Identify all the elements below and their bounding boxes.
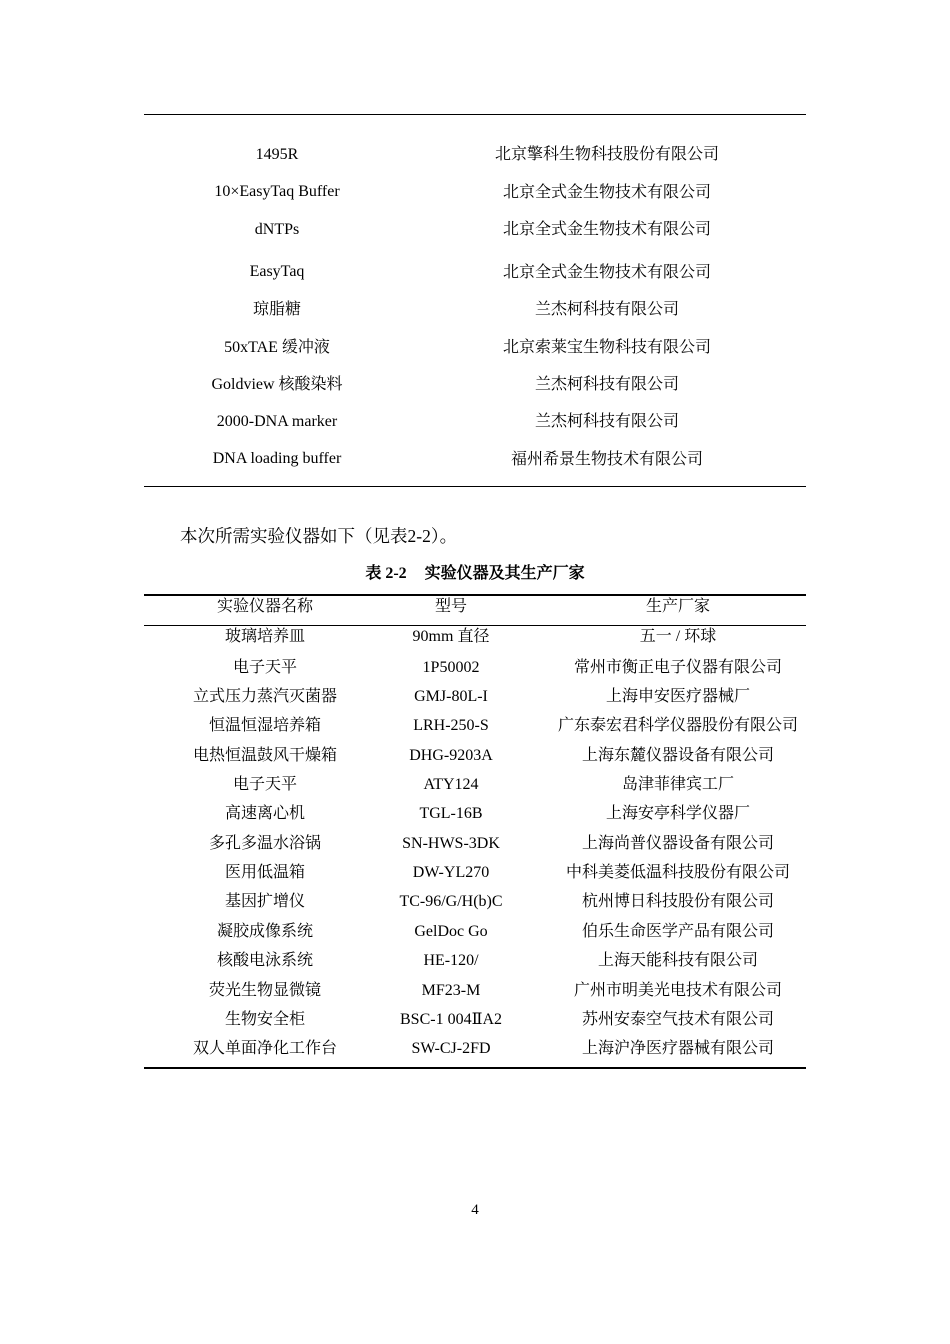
reagent-maker: 北京全式金生物技术有限公司 bbox=[502, 184, 711, 201]
instrument-model-cell: SN-HWS-3DK bbox=[402, 835, 500, 852]
reagent-maker: 兰杰柯科技有限公司 bbox=[534, 376, 679, 393]
instrument-model-cell: HE-120/ bbox=[423, 952, 479, 969]
reagent-name: 1495R bbox=[255, 146, 299, 163]
instrument-name-cell: 电子天平 bbox=[232, 659, 297, 676]
instrument-name-cell: 基因扩增仪 bbox=[224, 893, 305, 910]
instrument-model-cell: GelDoc Go bbox=[414, 923, 488, 940]
instrument-name-cell: 凝胶成像系统 bbox=[216, 923, 313, 940]
instrument-manufacturer-cell: 中科美菱低温科技股份有限公司 bbox=[565, 864, 790, 881]
instrument-model-cell: DHG-9203A bbox=[409, 747, 493, 764]
instrument-model-cell: TC-96/G/H(b)C bbox=[399, 893, 503, 910]
instrument-model-cell: SW-CJ-2FD bbox=[411, 1040, 491, 1057]
instrument-model-cell: 1P50002 bbox=[422, 659, 480, 676]
column-header-name: 实验仪器名称 bbox=[216, 598, 313, 615]
instrument-manufacturer-cell: 上海东麓仪器设备有限公司 bbox=[581, 747, 774, 764]
instrument-model-cell: ATY124 bbox=[423, 776, 479, 793]
instrument-table-top-rule bbox=[144, 594, 806, 596]
instrument-name-cell: 医用低温箱 bbox=[224, 864, 305, 881]
instrument-model-cell: TGL-16B bbox=[419, 805, 483, 822]
instrument-name-cell: 高速离心机 bbox=[224, 805, 305, 822]
table-caption-title: 实验仪器及其生产厂家 bbox=[424, 563, 585, 582]
reagent-table-top-rule bbox=[144, 114, 806, 115]
instrument-manufacturer-cell: 杭州博日科技股份有限公司 bbox=[581, 893, 774, 910]
table-caption-number: 表 2-2 bbox=[365, 565, 407, 582]
column-header-manufacturer: 生产厂家 bbox=[645, 598, 710, 615]
reagent-maker: 北京全式金生物技术有限公司 bbox=[502, 221, 711, 238]
instrument-manufacturer-cell: 上海安亭科学仪器厂 bbox=[605, 805, 750, 822]
instrument-model-cell: GMJ-80L-I bbox=[414, 688, 488, 705]
instrument-model-cell: DW-YL270 bbox=[412, 864, 490, 881]
reagent-maker: 兰杰柯科技有限公司 bbox=[534, 301, 679, 318]
instrument-name-cell: 电子天平 bbox=[232, 776, 297, 793]
reagent-name: 10×EasyTaq Buffer bbox=[214, 183, 340, 200]
instrument-manufacturer-cell: 常州市衡正电子仪器有限公司 bbox=[573, 659, 782, 676]
instrument-manufacturer-cell: 上海沪净医疗器械有限公司 bbox=[581, 1040, 774, 1057]
reagent-maker: 福州希景生物技术有限公司 bbox=[510, 451, 703, 468]
reagent-name: 琼脂糖 bbox=[252, 301, 301, 318]
instrument-name-cell: 核酸电泳系统 bbox=[216, 952, 313, 969]
reagent-name: dNTPs bbox=[254, 221, 300, 238]
instrument-table-header-rule bbox=[144, 625, 806, 626]
instrument-name-cell: 电热恒温鼓风干燥箱 bbox=[192, 747, 337, 764]
instrument-name-cell: 荧光生物显微镜 bbox=[208, 982, 321, 999]
instrument-model-cell: MF23-M bbox=[421, 982, 481, 999]
reagent-name: 2000-DNA marker bbox=[216, 413, 338, 430]
reagent-name: EasyTaq bbox=[249, 263, 305, 280]
instrument-manufacturer-cell: 广东泰宏君科学仪器股份有限公司 bbox=[557, 717, 798, 734]
table-caption bbox=[144, 562, 806, 585]
page-number: 4 bbox=[471, 1202, 479, 1218]
instrument-name-cell: 玻璃培养皿 bbox=[224, 628, 305, 645]
instrument-manufacturer-cell: 上海天能科技有限公司 bbox=[597, 952, 758, 969]
instrument-name-cell: 生物安全柜 bbox=[224, 1011, 305, 1028]
reagent-name: Goldview 核酸染料 bbox=[211, 376, 343, 393]
instrument-name-cell: 恒温恒湿培养箱 bbox=[208, 717, 321, 734]
instrument-model-cell: LRH-250-S bbox=[413, 717, 489, 734]
instrument-model-cell: BSC-1 004ⅡA2 bbox=[400, 1011, 502, 1028]
instrument-table-bottom-rule bbox=[144, 1067, 806, 1069]
body-paragraph: 本次所需实验仪器如下（见表2-2）。 bbox=[180, 526, 458, 546]
reagent-maker: 北京索莱宝生物科技有限公司 bbox=[502, 339, 711, 356]
reagent-maker: 北京擎科生物科技股份有限公司 bbox=[494, 146, 719, 163]
instrument-name-cell: 多孔多温水浴锅 bbox=[208, 835, 321, 852]
instrument-manufacturer-cell: 岛津菲律宾工厂 bbox=[621, 776, 734, 793]
reagent-name: 50xTAE 缓冲液 bbox=[224, 339, 330, 356]
instrument-model-cell: 90mm 直径 bbox=[412, 628, 490, 645]
instrument-manufacturer-cell: 上海尚普仪器设备有限公司 bbox=[581, 835, 774, 852]
instrument-manufacturer-cell: 五一 / 环球 bbox=[639, 628, 717, 645]
instrument-name-cell: 双人单面净化工作台 bbox=[192, 1040, 337, 1057]
reagent-maker: 北京全式金生物技术有限公司 bbox=[502, 264, 711, 281]
reagent-maker: 兰杰柯科技有限公司 bbox=[534, 413, 679, 430]
instrument-name-cell: 立式压力蒸汽灭菌器 bbox=[192, 688, 337, 705]
reagent-table-bottom-rule bbox=[144, 486, 806, 487]
instrument-manufacturer-cell: 伯乐生命医学产品有限公司 bbox=[581, 923, 774, 940]
column-header-model: 型号 bbox=[434, 598, 467, 615]
instrument-manufacturer-cell: 苏州安泰空气技术有限公司 bbox=[581, 1011, 774, 1028]
instrument-manufacturer-cell: 上海申安医疗器械厂 bbox=[605, 688, 750, 705]
reagent-name: DNA loading buffer bbox=[212, 450, 342, 467]
instrument-manufacturer-cell: 广州市明美光电技术有限公司 bbox=[573, 982, 782, 999]
